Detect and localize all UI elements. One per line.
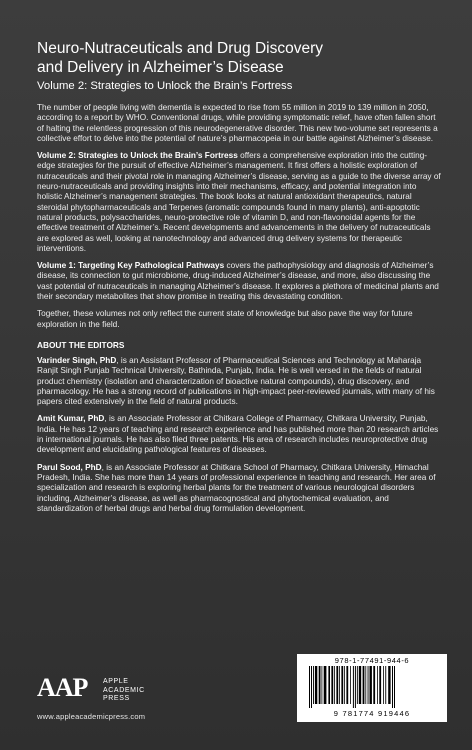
barcode-bar <box>339 666 340 704</box>
publisher-logo <box>37 672 197 712</box>
together-paragraph: Together, these volumes not only reflect the current state of knowledge but also pave the way for future exploration in the field. <box>37 309 413 329</box>
barcode-bar <box>346 666 348 704</box>
volume-2-label: Volume 2: Strategies to Unlock the Brain’s Fortress <box>37 151 238 161</box>
publisher-url: www.appleacademicpress.com <box>37 712 146 721</box>
barcode-bar <box>336 666 338 704</box>
title-line-2: and Delivery in Alzheimer’s Disease <box>37 58 284 76</box>
editor-bio-text: , is an Assistant Professor of Pharmaceutical Sciences and Technology at Maharaja Ranjit Singh Punjab Technical University, Bathinda, Punjab, India. He is well versed in the fields of natural product chemistry (isolation and characterization of bioactive natural compounds), drug discovery, and pharmacology. He has a strong record of publications in high-impact peer-reviewed journals, with many of his papers cited extensively in the field of natural products. <box>37 355 435 407</box>
editors-heading: ABOUT THE EDITORS <box>37 339 125 350</box>
logo-mark: AAP <box>37 673 88 702</box>
barcode-bar <box>319 666 321 704</box>
barcode-bar <box>324 666 327 704</box>
barcode-bar <box>359 666 361 704</box>
volume-2-paragraph <box>37 151 443 254</box>
book-subtitle: Volume 2: Strategies to Unlock the Brain’s Fortress <box>37 80 293 92</box>
back-cover-content <box>37 40 443 521</box>
barcode-bar <box>363 666 365 704</box>
barcode-bar <box>368 666 369 704</box>
editor-bio <box>37 463 443 514</box>
barcode-bar <box>385 666 386 704</box>
intro-paragraph: The number of people living with dementia is expected to rise from 55 million in 2019 to 139 million in 2050, according to a report by WHO. Conventional drugs, while providing symptomatic relief, have often fallen short of halting the relentless progression of this neurodegenerative disorder. This new two-volume set represents a collective effort to delve into the potential of nature’s pharmacopeia in our battle against Alzheimer’s disease. <box>37 103 438 143</box>
barcode-bar <box>344 666 345 704</box>
barcode-bar <box>350 666 351 704</box>
book-title <box>37 40 443 77</box>
barcode-bar <box>309 666 310 708</box>
editor-name: Amit Kumar, PhD <box>37 414 105 424</box>
barcode-bar <box>313 666 314 704</box>
barcode-bar <box>355 666 356 708</box>
barcode-bar <box>311 666 312 708</box>
logo-wordmark <box>103 678 145 704</box>
barcode-bar <box>377 666 378 704</box>
barcode-bar <box>373 666 375 704</box>
barcode-bar <box>341 666 343 704</box>
barcode-bar <box>370 666 372 704</box>
barcode-bar <box>379 666 381 704</box>
title-line-1: Neuro-Nutraceuticals and Drug Discovery <box>37 40 324 57</box>
editor-name: Parul Sood, PhD <box>37 462 102 472</box>
volume-1-paragraph <box>37 261 443 302</box>
isbn-number: 978-1-77491-944-6 <box>334 656 410 665</box>
logo-line-3: PRESS <box>103 695 130 702</box>
editor-bio-text: , is an Associate Professor at Chitkara School of Pharmacy, Chitkara University, Himachal Pradesh, India. She has more than 14 years of professional experience in teaching and research. Her area of specialization and research is exploring herbal plants for the treatment of various neurological disorders including, Alzheimer’s disease, as well as pharmacognostical and phytochemical evaluation, and standardization of herbal drugs and herbal drug formulation development. <box>37 462 436 513</box>
barcode-bar <box>394 666 395 708</box>
editor-name: Varinder Singh, PhD <box>37 355 117 365</box>
barcode-bar <box>334 666 335 704</box>
editor-bio-text: , is an Associate Professor at Chitkara College of Pharmacy, Chitkara University, Punjab, India. He has 12 years of teaching and research experience and has published more than 20 research articles in international journals. He has also filed three patents. His area of research includes neuroprotective drug development and elucidating pathological features of diseases. <box>37 414 439 455</box>
barcode-bar <box>357 666 358 704</box>
editor-bio <box>37 414 443 455</box>
barcode-bar <box>383 666 384 704</box>
barcode-bar <box>353 666 354 708</box>
barcode-bar <box>365 666 366 704</box>
barcode-bars <box>309 666 441 708</box>
volume-1-label: Volume 1: Targeting Key Pathological Pathways <box>37 261 225 271</box>
logo-line-2: ACADEMIC <box>103 686 145 694</box>
volume-2-text: offers a comprehensive exploration into the cutting-edge strategies for the pursuit of effective Alzheimer’s management. It first offers a holistic exploration of nutraceuticals and their pivotal role in managing Alzheimer’s disease, serving as a guide to the diverse array of neuro-nutraceuticals and providing insights into their mechanisms, efficacy, and potential integration into holistic Alzheimer’s management strategies. The book looks at natural antioxidant therapeutics, natural steroidal phytopharmaceuticals and Terpenes (aromatic compounds found in many plants), anti-apoptotic natural products, polysaccharides, neuro-protective role of vitamin D, and non-flavonoidal agents for the effective treatment of Alzheimer’s. Recent developments and advancements in the delivery of nutraceuticals are explored as well, looking at nanotechnology and advanced drug delivery systems for therapeutic interventions. <box>37 151 441 253</box>
barcode-bar <box>392 666 393 708</box>
barcode-bar <box>388 666 390 704</box>
barcode-bar <box>322 666 323 704</box>
volume-1-text: covers the pathophysiology and diagnosis of Alzheimer’s disease, its connection to gut microbiome, drug-induced Alzheimer’s disease, and more, also discussing the vast potential of nutraceuticals in managing Alzheimer’s disease. It explores a plethora of medicinal plants and their secondary metabolites that show promise in treating this devastating condition. <box>37 261 439 302</box>
logo-line-1: APPLE <box>103 678 129 685</box>
barcode-bar <box>315 666 317 704</box>
barcode-digits: 9 781774 919446 <box>333 709 411 718</box>
barcode-bar <box>331 666 333 704</box>
editor-bio <box>37 356 443 407</box>
isbn-barcode <box>297 654 447 722</box>
barcode-bar <box>328 666 330 704</box>
